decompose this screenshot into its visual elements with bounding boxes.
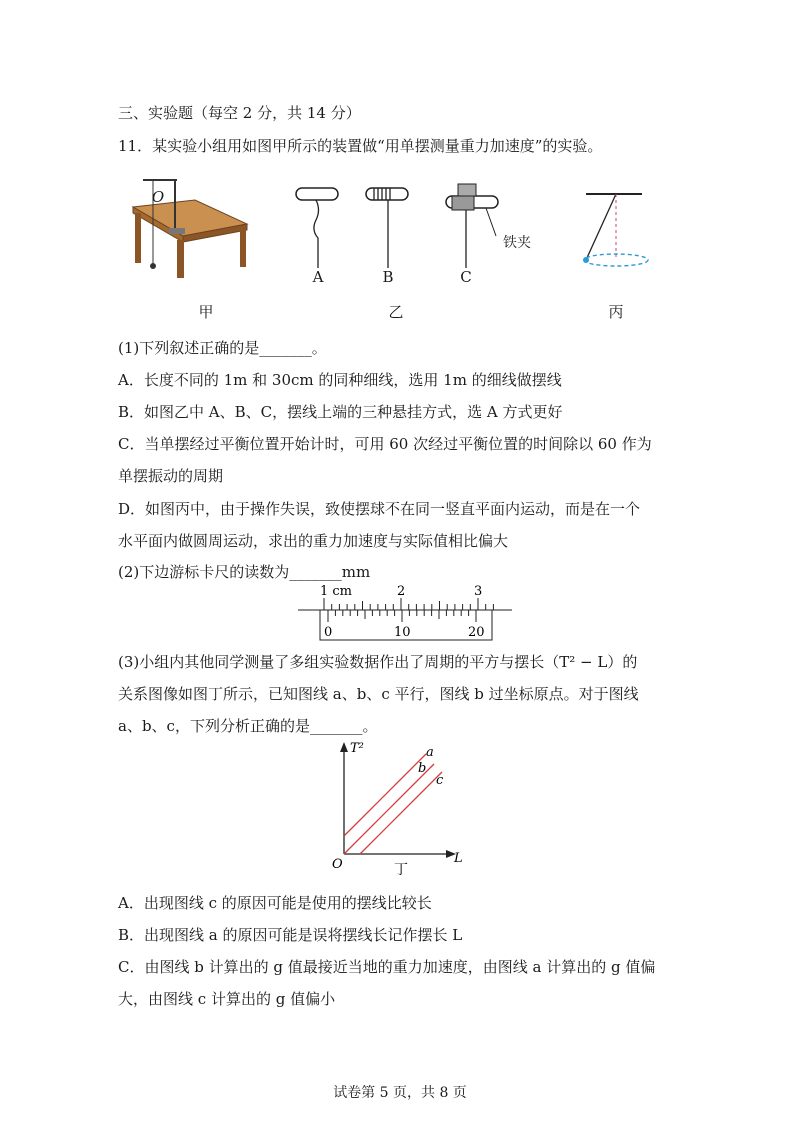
vernier-caliper: [298, 582, 514, 644]
point-label-o: O: [151, 188, 165, 206]
y-axis-label: T²: [350, 741, 364, 756]
part1-option-d-cont: 水平面内做圆周运动，求出的重力加速度与实际值相比偏大: [118, 532, 509, 550]
part1-option-c: C．当单摆经过平衡位置开始计时，可用 60 次经过平衡位置的时间除以 60 作为: [118, 435, 652, 453]
figure-yi: [290, 180, 510, 270]
line-label-c: c: [436, 773, 444, 788]
main-label-3: 3: [474, 584, 483, 599]
figure-jia: [125, 172, 255, 282]
label-b: B: [382, 268, 394, 286]
caption-jia: 甲: [198, 303, 214, 321]
main-label-1cm: 1 cm: [320, 584, 353, 599]
label-a: A: [312, 268, 324, 286]
part1-option-c-cont: 单摆振动的周期: [118, 467, 224, 485]
vernier-label-20: 20: [468, 625, 485, 640]
part3-stem-2: 关系图像如图丁所示，已知图线 a、b、c 平行，图线 b 过坐标原点。对于图线: [118, 685, 639, 703]
origin-label: O: [332, 857, 343, 872]
line-label-a: a: [426, 745, 434, 760]
main-label-2: 2: [397, 584, 406, 599]
x-axis-label: L: [454, 851, 463, 866]
caption-yi: 乙: [388, 303, 404, 321]
graph-ding: [330, 738, 470, 880]
figure-bing: [570, 186, 660, 272]
caption-bing: 丙: [608, 303, 624, 321]
part2-stem: (2)下边游标卡尺的读数为_______mm: [118, 563, 371, 581]
question-stem: 11．某实验小组用如图甲所示的装置做“用单摆测量重力加速度”的实验。: [118, 137, 603, 155]
page-footer: 试卷第 5 页，共 8 页: [333, 1085, 467, 1101]
line-b: [344, 764, 434, 854]
part3-option-c-cont: 大，由图线 c 计算出的 g 值偏小: [118, 990, 336, 1008]
part1-option-b: B．如图乙中 A、B、C，摆线上端的三种悬挂方式，选 A 方式更好: [118, 403, 563, 421]
part3-option-a: A．出现图线 c 的原因可能是使用的摆线比较长: [118, 894, 432, 912]
line-label-b: b: [418, 761, 427, 776]
main-scale: [298, 598, 512, 610]
line-a: [344, 754, 426, 836]
part1-option-a: A．长度不同的 1m 和 30cm 的同种细线，选用 1m 的细线做摆线: [118, 371, 562, 389]
part3-option-b: B．出现图线 a 的原因可能是误将摆线长记作摆长 L: [118, 926, 463, 944]
vernier-label-0: 0: [324, 625, 333, 640]
part3-option-c: C．由图线 b 计算出的 g 值最接近当地的重力加速度，由图线 a 计算出的 g 值偏: [118, 958, 656, 976]
part3-stem-3: a、b、c，下列分析正确的是_______。: [118, 717, 378, 735]
label-c: C: [460, 268, 472, 286]
line-c: [360, 772, 442, 854]
part3-stem-1: (3)小组内其他同学测量了多组实验数据作出了周期的平方与摆长（T² − L）的: [118, 653, 638, 671]
part1-stem: (1)下列叙述正确的是_______。: [118, 339, 327, 357]
label-tiejia: 铁夹: [503, 235, 531, 251]
vernier-label-10: 10: [394, 625, 411, 640]
graph-caption: 丁: [394, 862, 408, 878]
section-title: 三、实验题（每空 2 分，共 14 分）: [118, 104, 361, 122]
part1-option-d: D．如图丙中，由于操作失误，致使摆球不在同一竖直平面内运动，而是在一个: [118, 500, 641, 518]
